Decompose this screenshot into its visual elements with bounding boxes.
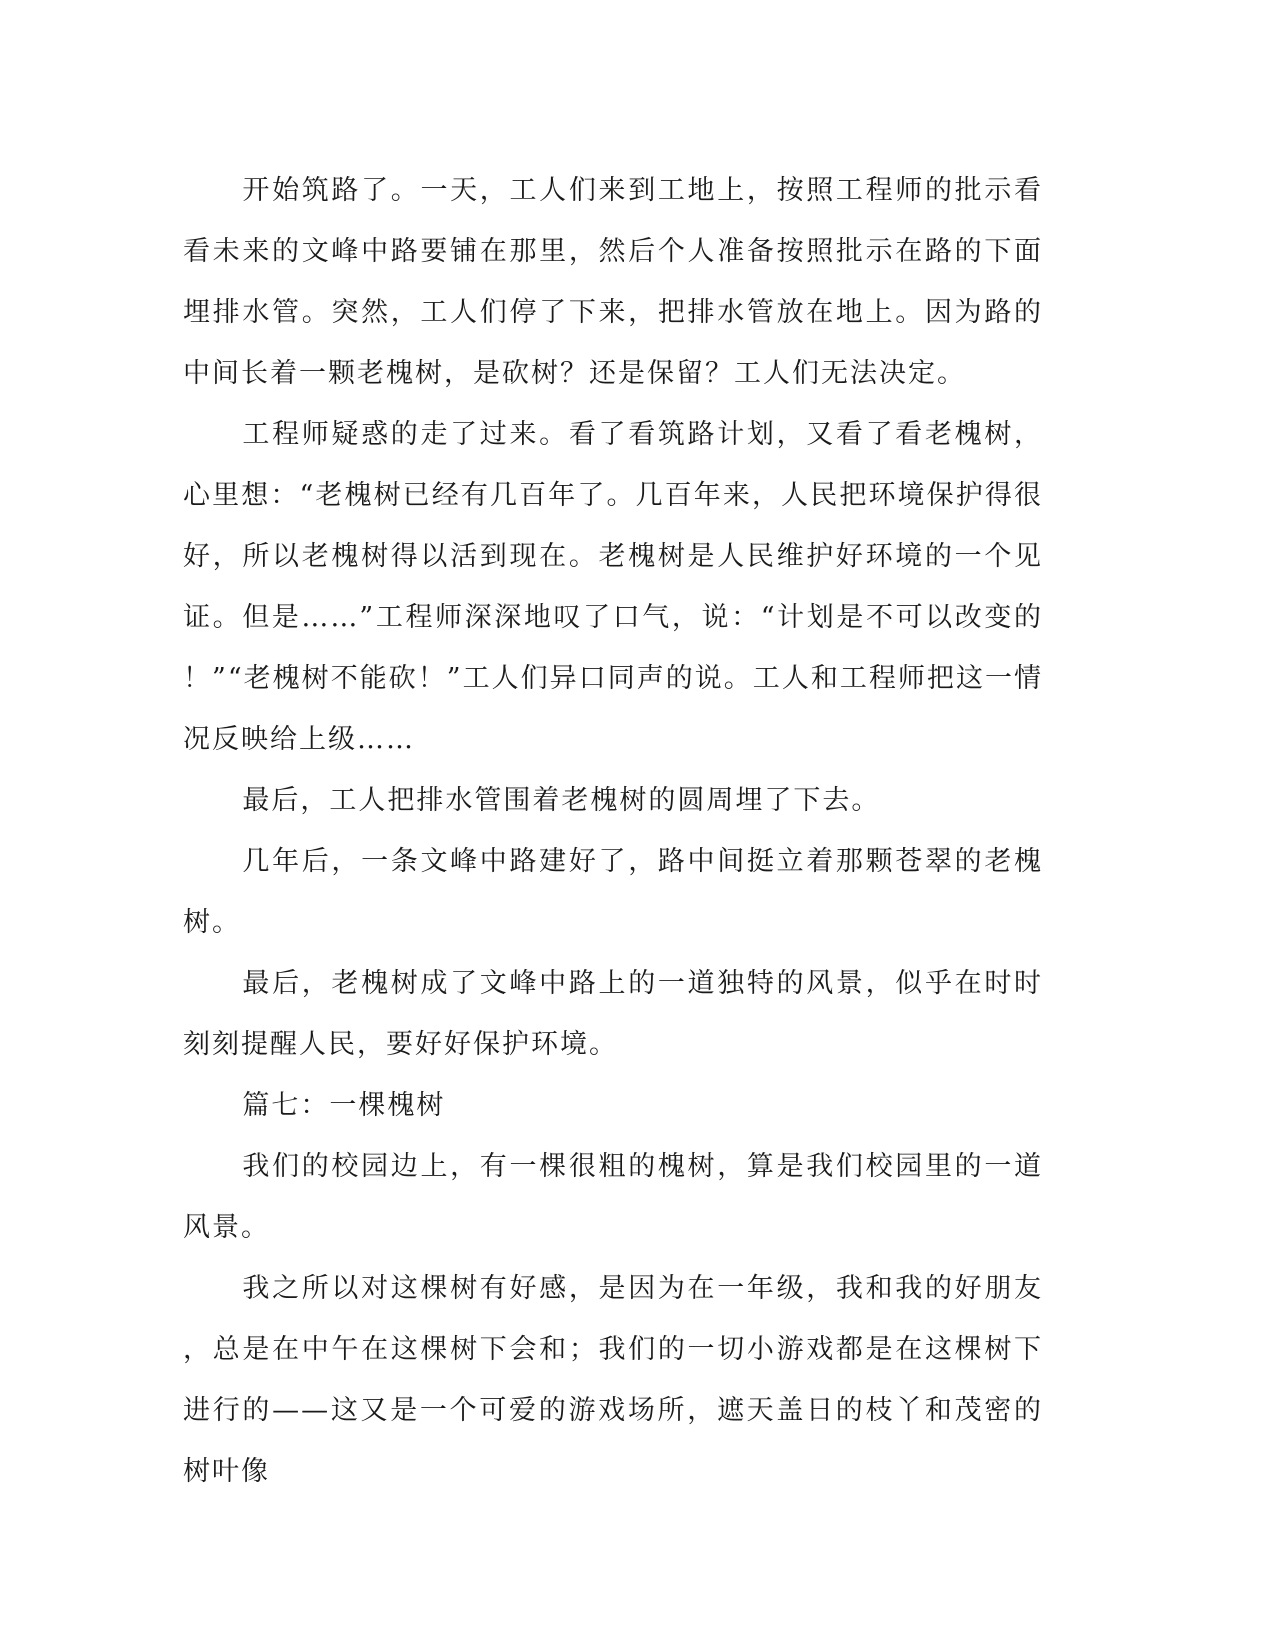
paragraph-road-built: 几年后，一条文峰中路建好了，路中间挺立着那颗苍翠的老槐树。 [183, 846, 1043, 938]
section-heading: 篇七：一棵槐树 [242, 1090, 446, 1121]
paragraph-campus-tree: 我们的校园边上，有一棵很粗的槐树，算是我们校园里的一道风景。 [183, 1151, 1043, 1243]
paragraph-pipe-buried: 最后，工人把排水管围着老槐树的圆周埋了下去。 [242, 785, 881, 816]
paragraph-friends: 我之所以对这棵树有好感，是因为在一年级，我和我的好朋友，总是在中午在这棵树下会和；我们的一切小游戏都是在这棵树下进行的——这又是一个可爱的游戏场所，遮天盖日的枝丫和茂密的树叶像 [183, 1273, 1043, 1487]
document-body [183, 160, 1043, 1502]
paragraph-road-building: 开始筑路了。一天，工人们来到工地上，按照工程师的批示看看未来的文峰中路要铺在那里，然后个人准备按照批示在路的下面埋排水管。突然，工人们停了下来，把排水管放在地上。因为路的中间长着一颗老槐树，是砍树？还是保留？工人们无法决定。 [183, 175, 1043, 389]
paragraph-engineer: 工程师疑惑的走了过来。看了看筑路计划，又看了看老槐树，心里想：“老槐树已经有几百年了。几百年来，人民把环境保护得很好，所以老槐树得以活到现在。老槐树是人民维护好环境的一个见证。但是……”工程师深深地叹了口气，说：“计划是不可以改变的！”“老槐树不能砍！”工人们异口同声的说。工人和工程师把这一情况反映给上级…… [183, 419, 1043, 755]
paragraph-scenery: 最后，老槐树成了文峰中路上的一道独特的风景，似乎在时时刻刻提醒人民，要好好保护环境。 [183, 968, 1043, 1060]
